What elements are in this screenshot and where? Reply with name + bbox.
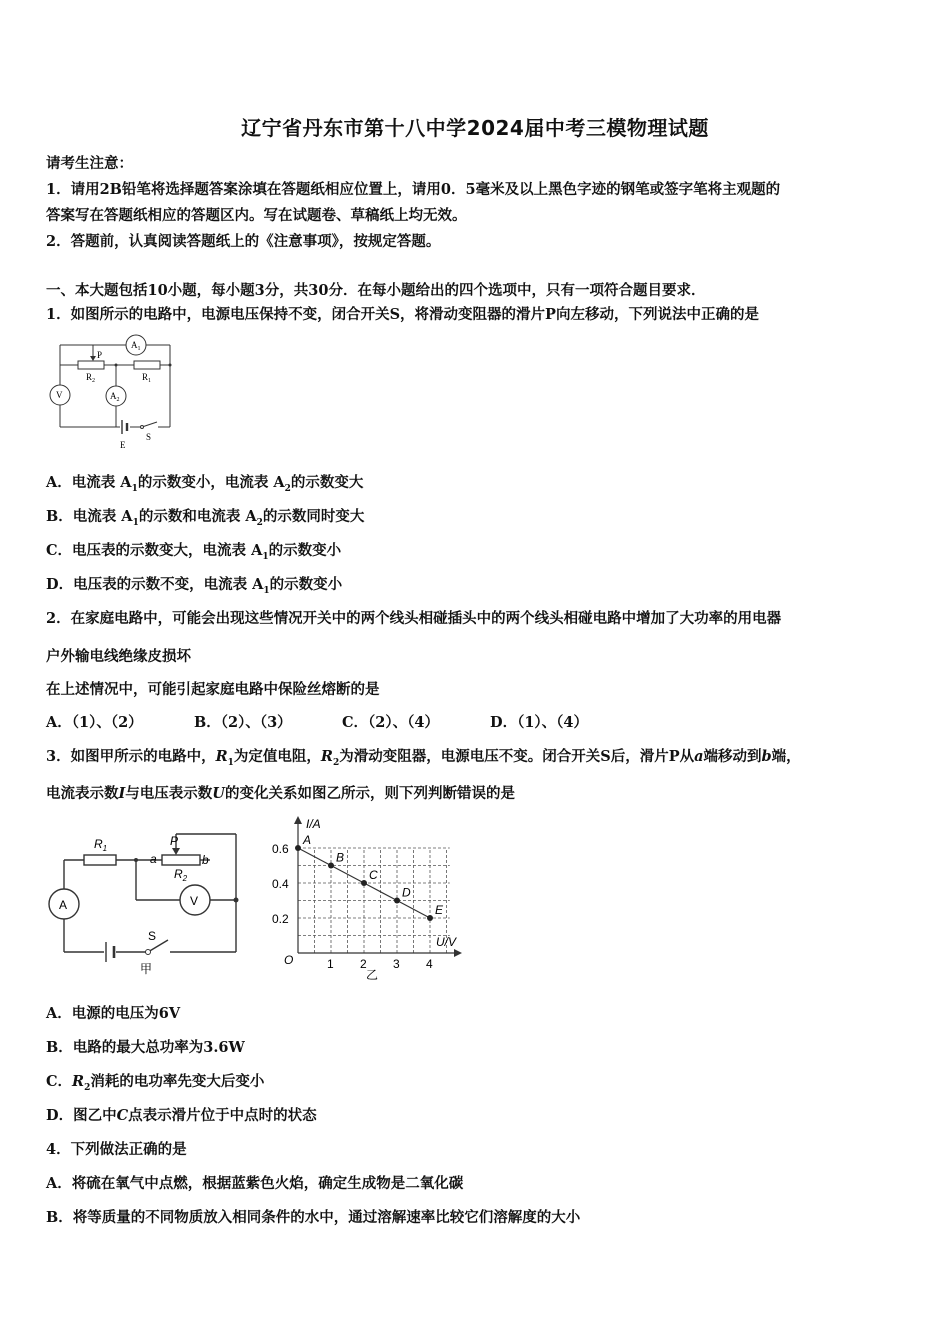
q1-stem: 1．如图所示的电路中，电源电压保持不变，闭合开关S，将滑动变阻器的滑片P向左移动，下列说法中正确的是 bbox=[46, 306, 759, 323]
q3-option-c: C．$R_2$消耗的电功率先变大后变小 bbox=[46, 1073, 265, 1093]
q4-stem: 4．下列做法正确的是 bbox=[46, 1141, 187, 1158]
q2-line-2: 户外输电线绝缘皮损坏 bbox=[46, 648, 191, 665]
q3-label-r2: $R_2$ bbox=[174, 867, 188, 883]
data-point-e bbox=[427, 915, 433, 921]
notice-item-1-cont: 答案写在答题纸相应的答题区内。写在试题卷、草稿纸上均无效。 bbox=[46, 207, 467, 224]
x-tick-label: 3 bbox=[393, 957, 400, 971]
q3-graph-yi bbox=[270, 812, 470, 982]
q1-label-e: E bbox=[120, 440, 126, 450]
section-heading: 一、本大题包括10小题，每小题3分，共30分．在每小题给出的四个选项中，只有一项符合题目要求． bbox=[46, 282, 706, 299]
chart-title: 乙 bbox=[366, 968, 379, 982]
q1-resistor-r1 bbox=[134, 361, 160, 369]
q1-option-d: D．电压表的示数不变，电流表 $A_1$的示数变小 bbox=[46, 576, 343, 596]
q3-label-p: P bbox=[170, 834, 179, 848]
q3-label-b-end: b bbox=[202, 853, 209, 867]
q3-resistor-r1 bbox=[84, 855, 116, 865]
q3-option-b: B．电路的最大总功率为3.6W bbox=[46, 1039, 245, 1056]
q3-stem: 3．如图甲所示的电路中，$R_1$为定值电阻，$R_2$为滑动变阻器，电源电压不变。闭合开关S后，滑片P从a端移动到b端， bbox=[46, 748, 801, 768]
q3-caption-jia: 甲 bbox=[140, 962, 153, 976]
data-point-a bbox=[295, 845, 301, 851]
notice-item-2: 2．答题前，认真阅读答题纸上的《注意事项》，按规定答题。 bbox=[46, 233, 441, 250]
q1-label-v: V bbox=[56, 390, 63, 400]
data-point-label: B bbox=[336, 850, 345, 865]
q3-label-v: V bbox=[190, 894, 199, 908]
data-point-d bbox=[394, 898, 400, 904]
x-tick-label: 1 bbox=[327, 957, 334, 971]
page-title: 辽宁省丹东市第十八中学2024届中考三模物理试题 bbox=[241, 116, 709, 140]
q3-rheostat-r2 bbox=[162, 855, 200, 865]
q1-label-a2: $A_2$ bbox=[110, 391, 120, 403]
q1-label-r2: $R_2$ bbox=[86, 372, 96, 384]
q1-resistor-r2 bbox=[78, 361, 104, 369]
q1-label-r1: $R_1$ bbox=[142, 372, 152, 384]
notice-item-1: 1．请用2B铅笔将选择题答案涂填在答题纸相应位置上，请用0．5毫米及以上黑色字迹的钢笔或签字笔将主观题的 bbox=[46, 181, 781, 198]
q1-option-a: A．电流表 $A_1$的示数变小，电流表 $A_2$的示数变大 bbox=[46, 474, 364, 494]
y-axis-arrow bbox=[294, 816, 302, 824]
x-axis-label: U/V bbox=[436, 935, 457, 949]
y-tick-label: 0.4 bbox=[272, 877, 289, 891]
q1-label-p: P bbox=[97, 350, 103, 360]
chart-grid bbox=[298, 848, 450, 953]
data-point-label: A bbox=[303, 833, 312, 847]
q2-option-a: A．（1）、（2） bbox=[46, 714, 143, 731]
q2-option-c: C．（2）、（4） bbox=[342, 714, 439, 731]
q2-option-d: D．（1）、（4） bbox=[490, 714, 589, 731]
y-axis-label: I/A bbox=[306, 817, 321, 831]
q3-option-d: D．图乙中C点表示滑片位于中点时的状态 bbox=[46, 1107, 317, 1124]
q1-label-s: S bbox=[146, 432, 152, 442]
data-point-label: C bbox=[369, 868, 378, 882]
x-tick-label: 4 bbox=[426, 957, 433, 971]
q1-option-b: B．电流表 $A_1$的示数和电流表 $A_2$的示数同时变大 bbox=[46, 508, 365, 528]
q3-circuit-figure-jia bbox=[44, 828, 244, 976]
x-axis-arrow bbox=[454, 949, 462, 957]
q3-label-a-end: a bbox=[150, 852, 157, 866]
q1-label-a1: $A_1$ bbox=[131, 340, 141, 352]
data-point-label: E bbox=[435, 903, 444, 917]
data-point-c bbox=[361, 880, 367, 886]
q3-option-a: A．电源的电压为6V bbox=[46, 1005, 181, 1022]
q2-stem: 2．在家庭电路中，可能会出现这些情况开关中的两个线头相碰插头中的两个线头相碰电路中增加了大功率的用电器 bbox=[46, 610, 782, 627]
y-tick-label: 0.2 bbox=[272, 912, 289, 926]
q3-label-a: A bbox=[59, 898, 68, 912]
q4-option-a: A．将硫在氧气中点燃，根据蓝紫色火焰，确定生成物是二氧化碳 bbox=[46, 1175, 464, 1192]
q2-option-b: B．（2）、（3） bbox=[194, 714, 292, 731]
notice-heading: 请考生注意： bbox=[46, 155, 133, 172]
q3-label-r1: $R_1$ bbox=[94, 837, 108, 853]
q1-option-c: C．电压表的示数变大，电流表 $A_1$的示数变小 bbox=[46, 542, 342, 562]
y-tick-label: 0.6 bbox=[272, 842, 289, 856]
q3-label-s: S bbox=[148, 929, 157, 943]
x-tick-label: 2 bbox=[360, 957, 367, 971]
q2-line-3: 在上述情况中，可能引起家庭电路中保险丝熔断的是 bbox=[46, 681, 380, 698]
q3-stem-line-2: 电流表示数I与电压表示数U的变化关系如图乙所示，则下列判断错误的是 bbox=[46, 785, 515, 802]
origin-label: O bbox=[284, 953, 294, 967]
q4-option-b: B．将等质量的不同物质放入相同条件的水中，通过溶解速率比较它们溶解度的大小 bbox=[46, 1209, 581, 1226]
q1-circuit-figure bbox=[46, 334, 186, 454]
data-point-b bbox=[328, 863, 334, 869]
data-point-label: D bbox=[402, 885, 411, 900]
